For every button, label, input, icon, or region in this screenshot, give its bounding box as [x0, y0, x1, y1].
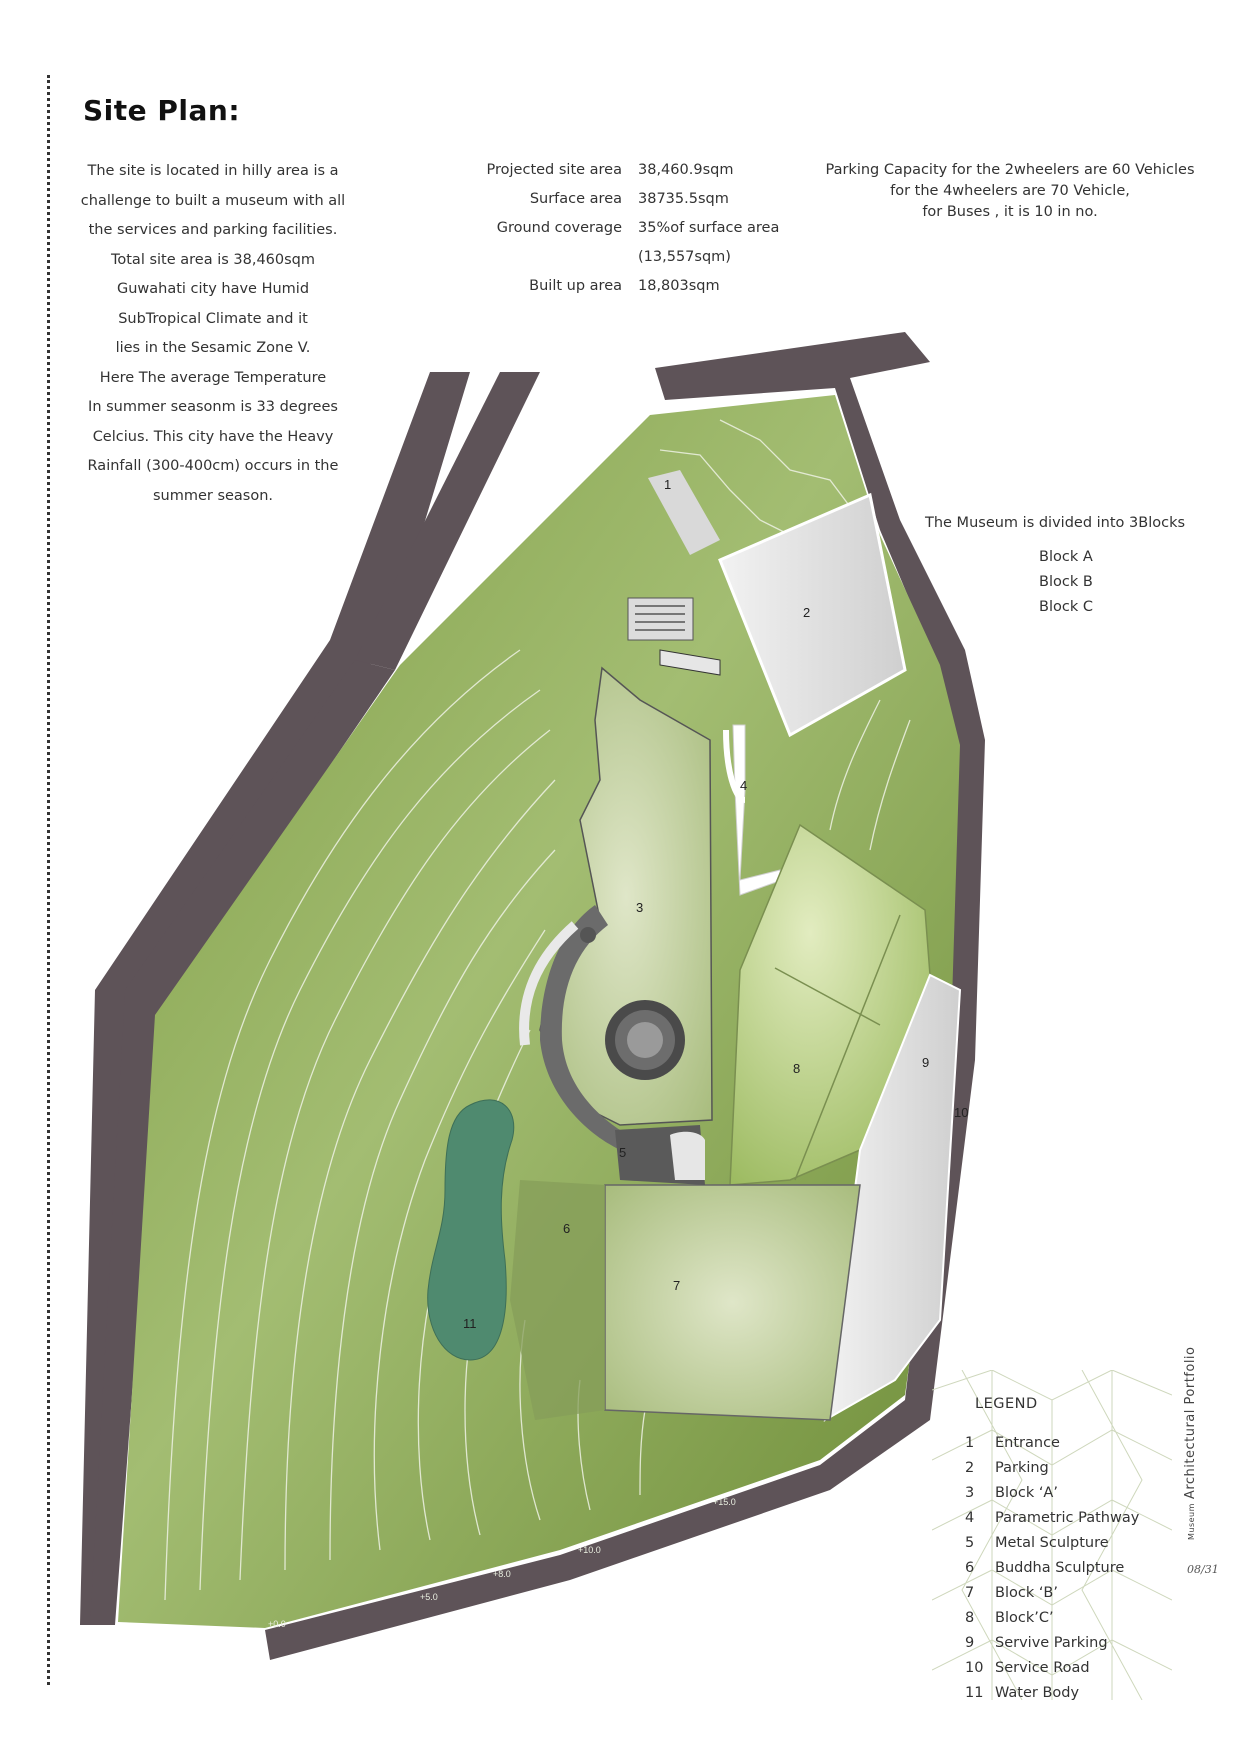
plan-label-parking: 2 — [803, 605, 811, 620]
plan-label-metal-sculpture: 5 — [619, 1145, 627, 1160]
legend-number: 3 — [965, 1484, 975, 1501]
stat-value: 35%of surface area — [638, 220, 780, 236]
legend-text: Block ‘A’ — [995, 1484, 1058, 1501]
contour-label: +5.0 — [420, 1592, 438, 1602]
stat-value: 18,803sqm — [638, 278, 720, 294]
legend-number: 8 — [965, 1609, 975, 1626]
contour-label: +8.0 — [493, 1569, 511, 1579]
legend-number: 6 — [965, 1559, 975, 1576]
legend-item — [965, 1555, 1139, 1580]
legend-number: 7 — [965, 1584, 975, 1601]
plan-label-entrance: 1 — [664, 477, 672, 492]
legend-text: Buddha Sculpture — [995, 1559, 1125, 1576]
description-line: Guwahati city have Humid — [116, 281, 310, 297]
stat-value: (13,557sqm) — [638, 249, 731, 265]
legend-text: Servive Parking — [995, 1634, 1108, 1651]
legend-item — [965, 1580, 1139, 1605]
parking-line: Parking Capacity for the 2wheelers are 60 Vehicles — [825, 162, 1195, 178]
contour-label: +15.0 — [713, 1497, 736, 1507]
legend-item — [965, 1680, 1139, 1705]
description-line: Here The average Temperature — [99, 369, 327, 386]
stat-label: Ground coverage — [496, 220, 622, 236]
block-item: Block C — [1039, 599, 1093, 615]
legend-text: Service Road — [995, 1659, 1090, 1676]
legend-item — [965, 1530, 1139, 1555]
legend-item — [965, 1480, 1139, 1505]
legend-number: 4 — [965, 1509, 975, 1526]
plan-label-service-road: 10 — [954, 1105, 969, 1120]
legend-number: 10 — [965, 1659, 984, 1676]
description-line: summer season. — [152, 487, 274, 504]
description-line: challenge to built a museum with all — [80, 192, 346, 209]
description-line: In summer seasonm is 33 degrees — [88, 399, 338, 415]
block-item: Block A — [1039, 549, 1093, 565]
blocks-heading: The Museum is divided into 3Blocks — [924, 515, 1186, 531]
description-line: the services and parking facilities. — [88, 222, 338, 238]
parking-line: for Buses , it is 10 in no. — [922, 204, 1098, 220]
page-number: 08/31 — [1187, 1563, 1219, 1576]
stat-label: Projected site area — [486, 162, 622, 178]
legend-text: Water Body — [995, 1684, 1080, 1701]
legend-item — [965, 1605, 1139, 1630]
legend-list — [965, 1430, 1139, 1705]
legend-number: 11 — [965, 1684, 984, 1701]
description-line: Rainfall (300-400cm) occurs in the — [87, 458, 339, 474]
contour-label: +10.0 — [578, 1545, 601, 1555]
legend-number: 9 — [965, 1634, 975, 1651]
legend-number: 5 — [965, 1534, 975, 1551]
legend-title: LEGEND — [975, 1396, 1038, 1412]
legend-number: 1 — [965, 1434, 975, 1451]
parking-line: for the 4wheelers are 70 Vehicle, — [890, 183, 1130, 199]
legend-text: Block ‘B’ — [995, 1584, 1058, 1601]
metal-sculpture-circle — [605, 1000, 685, 1080]
portfolio-label — [1183, 1346, 1198, 1540]
metal-sculpture-walk — [670, 1132, 705, 1180]
description-line: The site is located in hilly area is a — [87, 163, 339, 179]
block-item: Block B — [1039, 574, 1093, 590]
plan-label-service-parking: 9 — [922, 1055, 930, 1070]
small-pod — [580, 927, 596, 943]
description-line: Total site area is 38,460sqm — [110, 251, 316, 268]
portfolio-small-text: Museum — [1187, 1503, 1196, 1540]
legend-text: Parking — [995, 1459, 1049, 1476]
description-line: lies in the Sesamic Zone V. — [115, 340, 311, 356]
museum-blocks — [920, 515, 1190, 620]
description-line: Celcius. This city have the Heavy — [92, 428, 334, 445]
legend-item — [965, 1655, 1139, 1680]
plan-label-buddha-sculpture: 6 — [563, 1221, 571, 1236]
plan-label-pathway: 4 — [740, 778, 748, 793]
stat-value: 38,460.9sqm — [638, 162, 734, 178]
portfolio-large-text: Architectural Portfolio — [1183, 1346, 1198, 1500]
page-title: Site Plan: — [83, 94, 241, 127]
plan-label-block-c: 8 — [793, 1061, 801, 1076]
legend-item — [965, 1505, 1139, 1530]
stat-label: Built up area — [529, 278, 622, 294]
plan-label-block-b: 7 — [673, 1278, 681, 1293]
legend-item — [965, 1630, 1139, 1655]
plan-label-water-body: 11 — [463, 1316, 477, 1331]
stat-value: 38735.5sqm — [638, 191, 729, 207]
plan-label-block-a: 3 — [636, 900, 644, 915]
legend-number: 2 — [965, 1459, 975, 1476]
legend-item — [965, 1455, 1139, 1480]
legend-text: Metal Sculpture — [995, 1534, 1109, 1551]
legend-text: Block’C’ — [995, 1609, 1054, 1626]
description-line: SubTropical Climate and it — [118, 310, 308, 327]
legend-text: Parametric Pathway — [995, 1509, 1140, 1526]
stat-label: Surface area — [529, 191, 622, 207]
block-b — [605, 1185, 860, 1420]
legend-item — [965, 1430, 1139, 1455]
legend-text: Entrance — [995, 1434, 1060, 1451]
contour-label: +0.0 — [268, 1619, 286, 1629]
